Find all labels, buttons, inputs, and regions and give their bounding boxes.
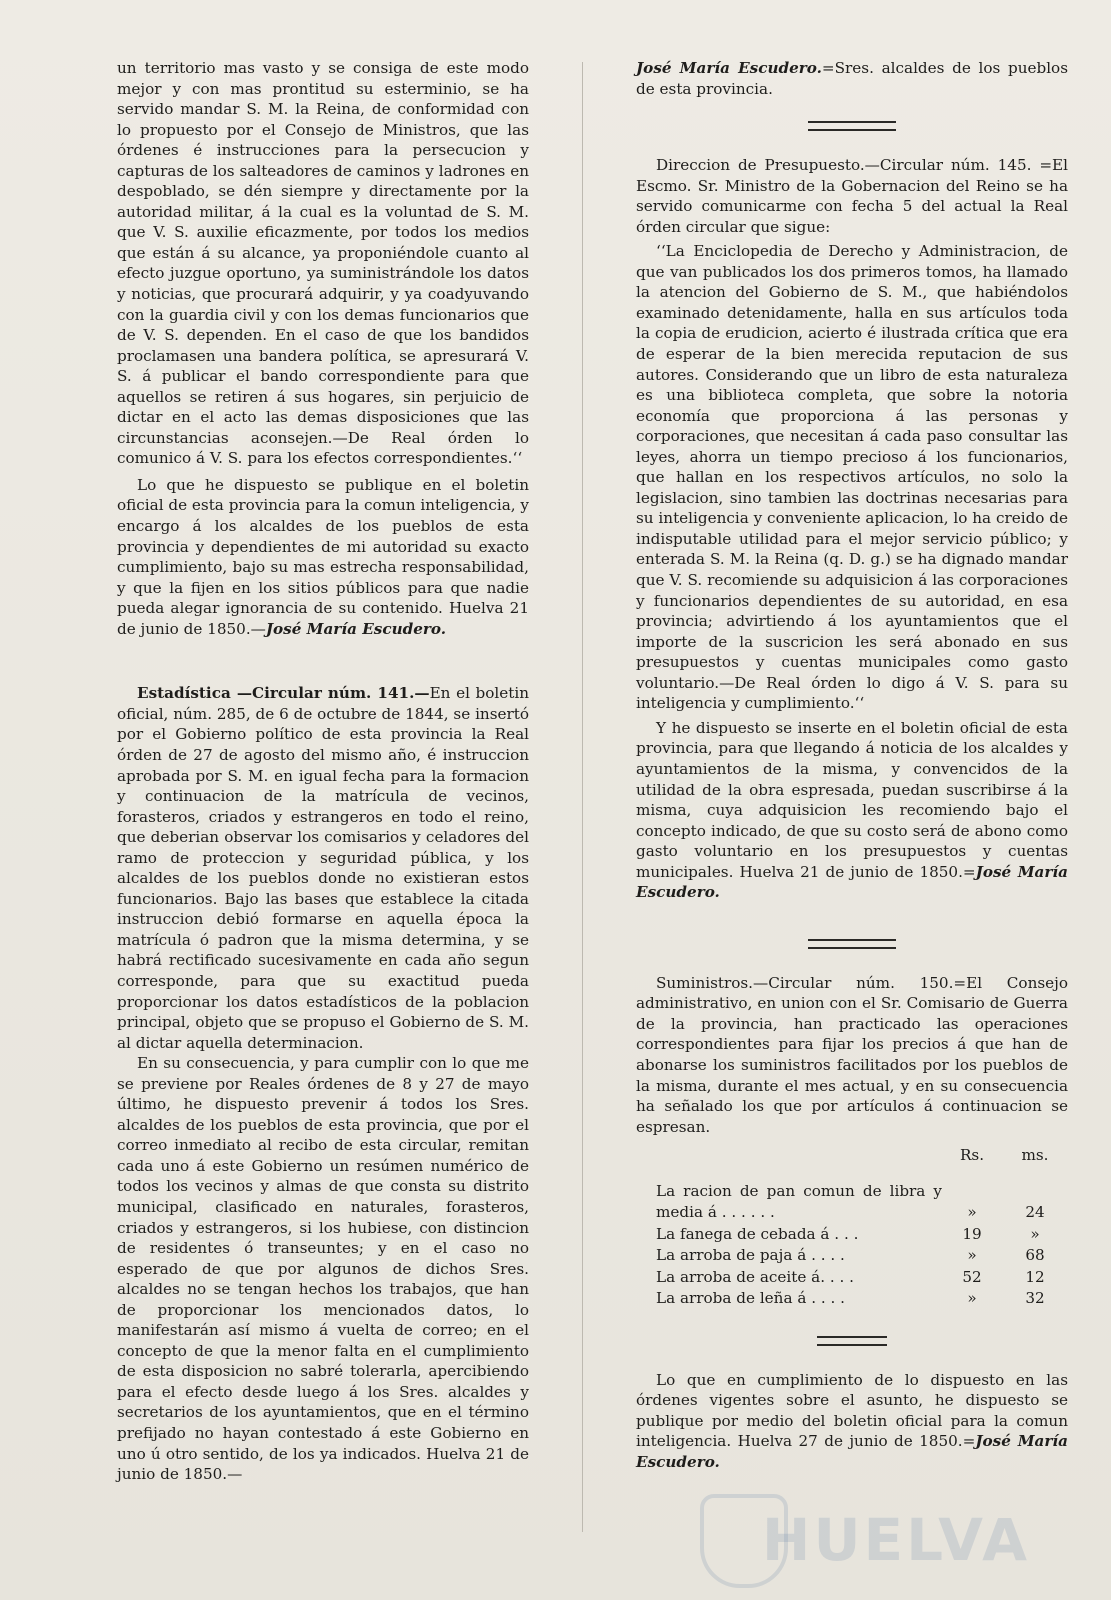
- ms-header: ms.: [1021, 1146, 1049, 1165]
- budget-circular: Direccion de Presupuesto.—Circular núm. 145. =El Escmo. Sr. Ministro de la Gobernacion del Reino se ha servido comunicarme con fecha 5 del actual la Real órden circular que sigue:: [636, 156, 1068, 236]
- statistics-circular: Estadística —Circular núm. 141.—En el boletin oficial, núm. 285, de 6 de octubre de 1844, se insertó por el Gobierno político de esta provincia la Real órden de 27 de agosto del mismo año, é instruccion aprobada por S. M. en igual fecha para la formacion y continuacion de la matrícula de vecinos, forasteros, criados y estrangeros en todo el reino, que deberian observar los comisarios y celadores del ramo de proteccion y seguridad pública, y los alcaldes de los pueblos donde no existieran estos funcionarios. Bajo las bases que establece la citada instruccion debió formarse en aquella época la matrícula ó padron que la misma determina, y se habrá rectificado sucesivamente en cada año segun corresponde, para que su exactitud pueda proporcionar los datos estadísticos de la poblacion principal, objeto que se propuso el Gobierno de S. M. al dictar aquella determinacion.: [117, 684, 529, 1052]
- right-paragraph-1: José María Escudero.=Sres. alcaldes de los pueblos de esta provincia.: [636, 59, 1068, 98]
- circular-heading: Estadística —Circular núm. 141.—: [137, 684, 430, 703]
- watermark-text: HUELVA: [761, 1506, 1030, 1574]
- table-row: La racion de pan comun de libra y media á . . . . . . » 24: [656, 1181, 1045, 1222]
- table-row: La arroba de paja á . . . . » 68: [656, 1246, 1045, 1265]
- price-table: [636, 1139, 1068, 1310]
- left-paragraph-1: un territorio mas vasto y se consiga de este modo mejor y con mas prontitud su esterminio, se ha servido mandar S. M. la Reina, de conformidad con lo propuesto por el Consejo de Ministros, que las órdenes é instrucciones para la persecucion y capturas de los salteadores de caminos y ladrones en despoblado, se dén siempre y directamente por la autoridad militar, á la cual es la voluntad de S. M. que V. S. auxilie eficazmente, por todos los medios que están á su alcance, ya proponiéndole cuanto al efecto juzgue oportuno, ya suministrándole los datos y noticias, que procurará adquirir, y ya coadyuvando con la guardia civil y con los demas funcionarios que de V. S. dependen. En el caso de que los bandidos proclamasen una bandera política, se apresurará V. S. á publicar el bando correspondiente para que aquellos se retiren á sus hogares, sin perjuicio de dictar en el acto las demas disposiciones que las circunstancias aconsejen.—De Real órden lo comunico á V. S. para los efectos correspondientes.‘‘: [117, 59, 529, 468]
- price-table-header: [636, 1139, 1068, 1181]
- left-paragraph-4: En su consecuencia, y para cumplir con lo que me se previene por Reales órdenes de 8 y 27 de mayo último, he dispuesto prevenir á todos los Sres. alcaldes de los pueblos de esta provincia, que por el correo inmediato al recibo de esta circular, remitan cada uno á este Gobierno un resúmen numérico de todos los vecinos y almas de que consta su distrito municipal, clasificado en naturales, forasteros, criados y estrangeros, si los hubiese, con distincion de residentes ó transeuntes; y en el caso no esperado de que por algunos de dichos Sres. alcaldes no se tengan hechos los trabajos, que han de proporcionar los mencionados datos, lo manifestarán así mismo á vuelta de correo; en el concepto de que la menor falta en el cumplimiento de esta disposicion no sabré tolerarla, apercibiendo para el efecto desde luego á los Sres. alcaldes y secretarios de los ayuntamientos, que en el término prefijado no hayan contestado á este Gobierno en uno ú otro sentido, de los ya indicados. Huelva 21 de junio de 1850.—: [117, 1054, 529, 1484]
- table-row: La arroba de leña á . . . . » 32: [656, 1289, 1045, 1308]
- section-divider: [808, 121, 896, 131]
- signature: José María Escudero.: [636, 59, 822, 77]
- supplies-circular: Suministros.—Circular núm. 150.=El Consejo administrativo, en union con el Sr. Comisario de Guerra de la provincia, han practicado las operaciones correspondientes para fijar los precios á que han de abonarse los suministros facilitados por los pueblos de la misma, durante el mes actual, y en su consecuencia ha señalado los que por artículos á continuacion se espresan.: [636, 973, 1068, 1136]
- table-row: La arroba de aceite á. . . . 52 12: [656, 1267, 1045, 1286]
- column-divider: [582, 62, 583, 1532]
- signature: José María Escudero.: [636, 862, 1068, 902]
- rs-header: Rs.: [959, 1146, 985, 1165]
- right-column: [636, 58, 1068, 1472]
- left-paragraph-2: Lo que he dispuesto se publique en el boletin oficial de esta provincia para la comun inteligencia, y encargo á los alcaldes de los pueblos de esta provincia y dependientes de mi autoridad su exacto cumplimiento, bajo su mas estrecha responsabilidad, y que la fijen en los sitios públicos para que nadie pueda alegar ignorancia de su contenido. Huelva 21 de junio de 1850.—José María Escudero.: [117, 475, 529, 638]
- signature: José María Escudero.: [265, 619, 447, 638]
- right-paragraph-4: Y he dispuesto se inserte en el boletin oficial de esta provincia, para que llegando á noticia de los alcaldes y ayuntamientos de la misma, y convencidos de la utilidad de la obra espresada, puedan suscribirse á la misma, cuya adquisicion les recomiendo bajo el concepto indicado, de que su costo será de abono como gasto voluntario en los presupuestos y cuentas municipales. Huelva 21 de junio de 1850.=José María Escudero.: [636, 718, 1068, 902]
- right-paragraph-6: Lo que en cumplimiento de lo dispuesto en las órdenes vigentes sobre el asunto, he dispuesto se publique por medio del boletin oficial para la comun inteligencia. Huelva 27 de junio de 1850.=José María Escudero.: [636, 1370, 1068, 1471]
- section-divider: [808, 939, 896, 949]
- left-column: [117, 58, 529, 1485]
- section-divider: [817, 1336, 887, 1346]
- royal-order-quote: ‘‘La Enciclopedia de Derecho y Administracion, de que van publicados los dos primeros tomos, ha llamado la atencion del Gobierno de S. M., que habiéndolos examinado detenidamente, halla en sus artículos toda la copia de erudicion, acierto é ilustrada crítica que era de esperar de la bien merecida reputacion de sus autores. Considerando que un libro de esta naturaleza es una biblioteca completa, que sobre la notoria economía que proporciona á las personas y corporaciones, que necesitan á cada paso consultar las leyes, ahorra un tiempo precioso á los funcionarios, que hallan en los respectivos artículos, no solo la legislacion, sino tambien las doctrinas necesarias para su inteligencia y conveniente aplicacion, lo ha creido de indisputable utilidad para el mejor servicio público; y enterada S. M. la Reina (q. D. g.) se ha dignado mandar que V. S. recomiende su adquisicion á las corporaciones y funcionarios dependientes de su autoridad, en esa provincia; advirtiendo á los ayuntamientos que el importe de la suscricion les será abonado en sus presupuestos y cuentas municipales como gasto voluntario.—De Real órden lo digo á V. S. para su inteligencia y cumplimiento.‘‘: [636, 242, 1068, 713]
- huelva-watermark: [700, 1488, 1030, 1588]
- signature: José María Escudero.: [636, 1432, 1068, 1471]
- table-row: La fanega de cebada á . . . 19 »: [656, 1224, 1040, 1243]
